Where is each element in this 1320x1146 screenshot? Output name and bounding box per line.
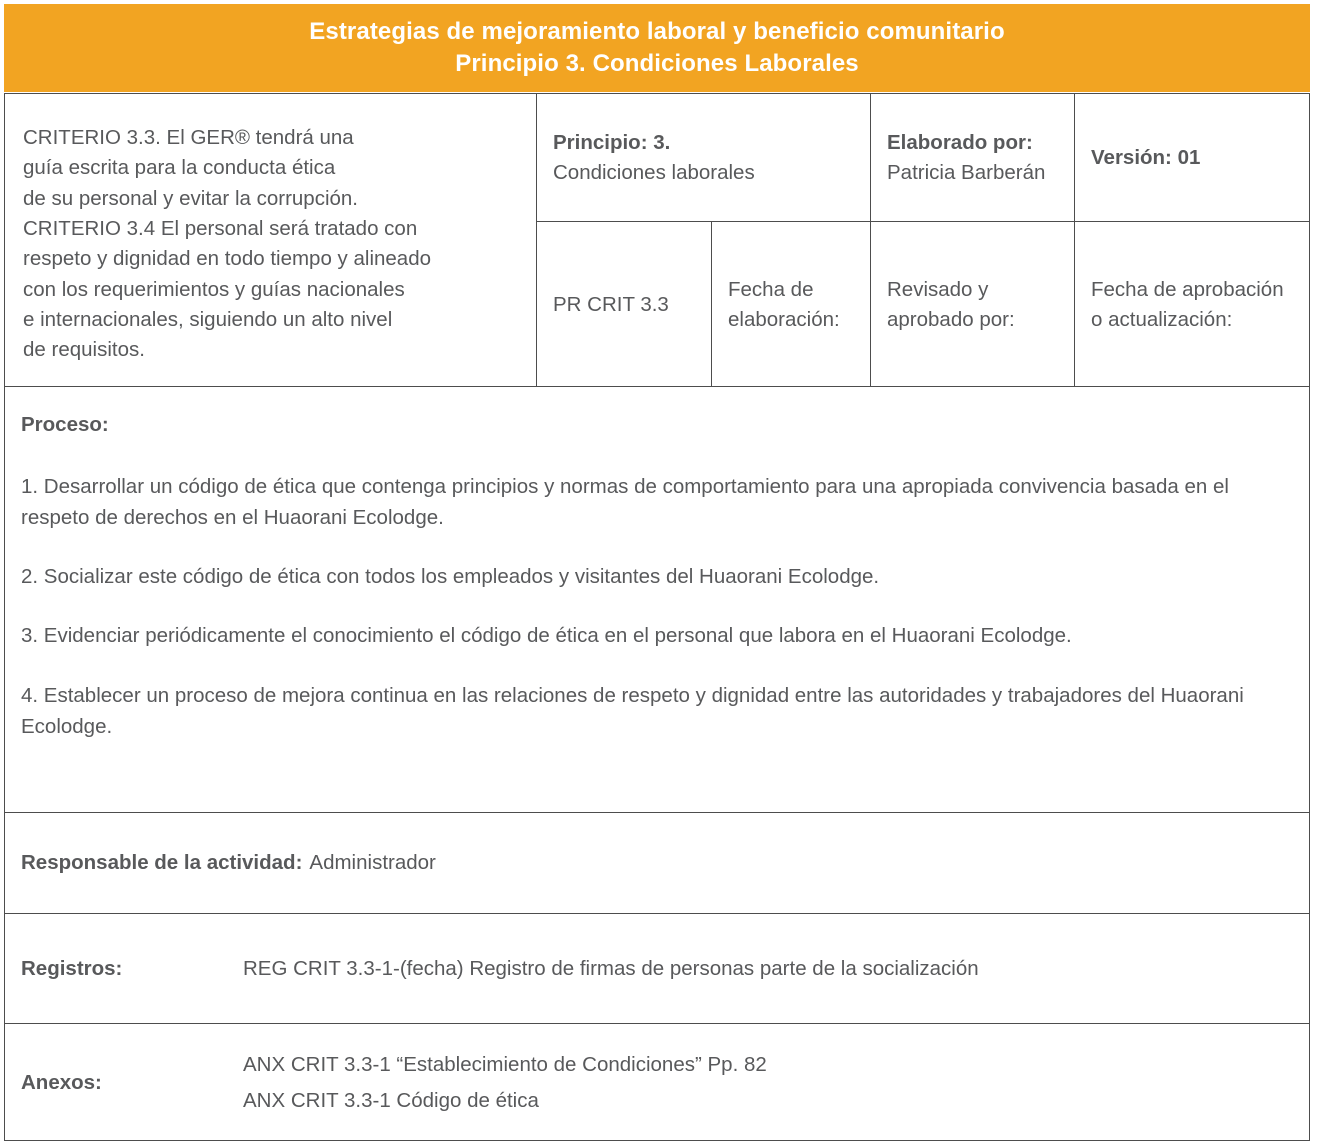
document-table [4,93,1310,1141]
revisado-aprobado-cell [871,222,1075,387]
proceso-item-3: 3. Evidenciar periódicamente el conocimiento el código de ética en el personal que labora en el Huaorani Ecolodge. [21,624,1072,648]
anexos-label: Anexos: [21,1070,102,1094]
anexos-line-2: ANX CRIT 3.3-1 Código de ética [243,1088,539,1112]
registros-value: REG CRIT 3.3-1-(fecha) Registro de firmas de personas parte de la socialización [243,956,979,980]
proceso-item-4: 4. Establecer un proceso de mejora continua en las relaciones de respeto y dignidad entre las autoridades y trabajadores del Huaorani Ecolodge. [21,683,1244,738]
version-cell [1075,94,1309,221]
pr-crit-value: PR CRIT 3.3 [553,292,669,316]
elaborado-por-cell [871,94,1075,221]
fecha-elaboracion-cell [712,222,871,387]
fecha-elaboracion-line-1: Fecha de [728,278,814,302]
revisado-line-1: Revisado y [887,278,989,302]
principio-cell [537,94,871,221]
document-header-banner [4,4,1310,92]
fecha-aprobacion-line-2: o actualización: [1091,307,1233,331]
fecha-aprobacion-cell [1075,222,1309,387]
proceso-section [5,387,1309,813]
banner-title-line-1: Estrategias de mejoramiento laboral y beneficio comunitario [309,18,1005,46]
anexos-line-1: ANX CRIT 3.3-1 “Establecimiento de Condiciones” Pp. 82 [243,1053,767,1077]
proceso-item-2: 2. Socializar este código de ética con todos los empleados y visitantes del Huaorani Ecolodge. [21,565,880,589]
responsable-section [5,813,1309,914]
criterio-line-7: e internacionales, siguiendo un alto nivel [23,307,393,331]
principio-value: Condiciones laborales [553,160,755,184]
criterio-line-8: de requisitos. [23,338,145,362]
proceso-item-1: 1. Desarrollar un código de ética que contenga principios y normas de comportamiento para una apropiada convivencia basada en el respeto de derechos en el Huaorani Ecolodge. [21,475,1229,530]
registros-label: Registros: [21,956,123,980]
responsable-label: Responsable de la actividad: [21,851,303,874]
anexos-values [243,1047,1293,1118]
version-label: Versión: 01 [1091,145,1201,169]
criterio-line-1: CRITERIO 3.3. El GER® tendrá una [23,126,354,149]
anexos-section [5,1024,1309,1141]
criterio-line-3: de su personal y evitar la corrupción. [23,186,359,210]
banner-title-line-2: Principio 3. Condiciones Laborales [455,50,859,77]
criterio-line-6: con los requerimientos y guías nacionales [23,277,405,301]
proceso-title: Proceso: [21,413,109,436]
criterio-line-2: guía escrita para la conducta ética [23,156,336,180]
meta-row-bottom [537,222,1309,387]
fecha-elaboracion-line-2: elaboración: [728,307,840,331]
criterio-line-4: CRITERIO 3.4 El personal será tratado con [23,216,418,240]
elaborado-por-value: Patricia Barberán [887,160,1046,184]
pr-crit-cell [537,222,712,387]
principio-label: Principio: 3. [553,131,671,155]
meta-row-top [537,94,1309,222]
fecha-aprobacion-line-1: Fecha de aprobación [1091,278,1284,302]
criterio-line-5: respeto y dignidad en todo tiempo y alineado [23,247,432,271]
responsable-value: Administrador [309,851,436,874]
revisado-line-2: aprobado por: [887,307,1015,331]
elaborado-por-label: Elaborado por: [887,131,1033,155]
meta-grid [537,94,1309,386]
registros-section [5,914,1309,1024]
criterio-cell [5,94,537,386]
header-info-region [5,94,1309,387]
